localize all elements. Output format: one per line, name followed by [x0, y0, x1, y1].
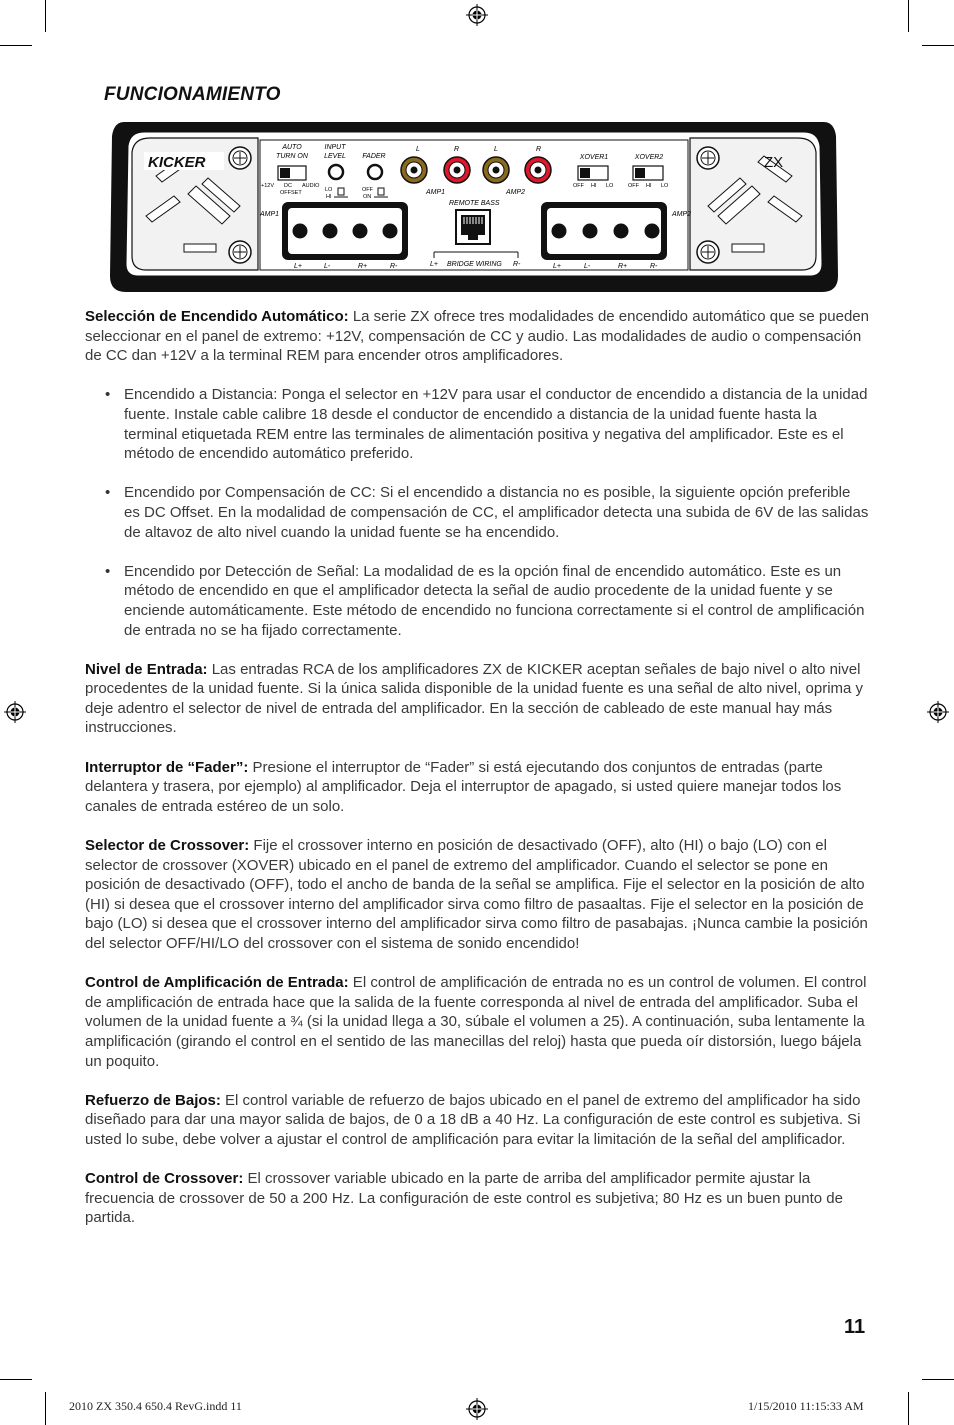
label-level: LEVEL	[324, 153, 346, 160]
label-remote-bass: REMOTE BASS	[449, 200, 500, 207]
label-audio: AUDIO	[302, 183, 320, 189]
label-auto: AUTO	[282, 144, 302, 151]
label-amp1: AMP1	[260, 211, 280, 218]
label-amp2: AMP2	[672, 211, 692, 218]
section-bass-boost	[85, 1091, 870, 1150]
section-auto-turn-on	[85, 307, 870, 366]
xover1-switch	[580, 168, 590, 178]
crop-mark	[908, 1392, 909, 1425]
slug-file-name: 2010 ZX 350.4 650.4 RevG.indd 11	[69, 1399, 242, 1413]
label-amp2-lminus: L-	[584, 263, 591, 270]
section-title: Refuerzo de Bajos:	[85, 1091, 221, 1109]
label-lo: LO	[325, 187, 333, 193]
crop-mark	[922, 45, 954, 46]
page-number: 11	[844, 1316, 866, 1338]
label-offset: OFFSET	[280, 190, 302, 196]
xover2-switch	[635, 168, 645, 178]
section-body: Presione el interruptor de “Fader” si está ejecutando dos conjuntos de entradas (parte delantera y trasera, por ejemplo) al amplificador. Deja el interruptor de apagado, si usted quiere manejar todos los canales de entrada estéreo de un solo.	[85, 758, 842, 815]
input-level-knob	[329, 165, 343, 179]
label-amp2-rminus: R-	[650, 263, 658, 270]
section-body: El control variable de refuerzo de bajos ubicado en el panel de extremo del amplificador ha sido diseñado para dar una mayor salida de bajos, de 0 a 18 dB a 40 Hz. La configuración de este control es subjetiva. Si usted lo sube, debe volver a ajustar el control de amplificación para evitar la limitación de la señal del amplificador.	[85, 1091, 861, 1148]
section-title: Selector de Crossover:	[85, 837, 250, 855]
label-xover2-lo: LO	[661, 183, 669, 189]
label-rca-r1: R	[454, 146, 460, 153]
registration-mark-icon	[4, 701, 26, 723]
section-title: Nivel de Entrada:	[85, 660, 208, 678]
section-body: El control de amplificación de entrada no es un control de volumen. El control de amplificación de entrada hace que la salida de la fuente corresponda al nivel de entrada del amplificador. Suba el volumen de la unidad fuente a ¾ (si la unidad llega a 30, súbale el volumen a 25). A continuación, suba lentamente la amplificación (girando el control en el sentido de las manecillas del reloj) hasta que pueda oír distorsión, luego bájela un poquito.	[85, 974, 867, 1070]
label-rca-r2: R	[536, 146, 542, 153]
label-amp1-lminus: L-	[324, 263, 331, 270]
label-fader-off: OFF	[362, 187, 373, 193]
section-crossover-control	[85, 1169, 870, 1228]
label-rca-l2: L	[494, 146, 498, 153]
label-bridge-rminus: R-	[513, 261, 521, 268]
section-body: Las entradas RCA de los amplificadores ZX de KICKER aceptan señales de bajo nivel o alto nivel procedentes de la unidad fuente. Si la única salida disponible de la unidad fuente es una señal de alto nivel, oprima y deje adentro el selector de nivel de entrada del amplificador. En la sección de cableado de este manual hay más instrucciones.	[85, 660, 864, 737]
label-amp2-lplus: L+	[553, 263, 561, 270]
label-amp1-rplus: R+	[358, 263, 368, 270]
list-item: • Encendido por Compensación de CC: Si el encendido a distancia no es posible, la siguiente opción preferible es DC Offset. En la modalidad de compensación de CC, el amplificador detecta una subida de 6V de las salidas de altavoz de alto nivel cuando la unidad fuente se ha encendido.	[105, 484, 869, 541]
label-turn-on: TURN ON	[276, 153, 308, 160]
label-12v: +12V	[261, 183, 274, 189]
crop-mark	[908, 0, 909, 32]
label-rca-amp1: AMP1	[426, 189, 446, 196]
list-item-text: Encendido por Detección de Señal: La modalidad de es la opción final de encendido automático. Este es un método de encendido en que el amplificador detecta la señal de audio procedente de la unidad fuente y se enciende automáticamente. Este método de encendido no funciona correctamente si el control de amplificación de entrada no se ha fijado correctamente.	[124, 562, 865, 639]
list-item-text: Encendido a Distancia: Ponga el selector en +12V para usar el conductor de encendido a distancia de la unidad fuente. Instale cable calibre 18 desde el conductor de encendido a distancia de la unidad fuente hasta la terminal etiquetada REM entre las terminales de alimentación positiva y negativa del amplificador. Este es el método de encendido automático preferido.	[124, 386, 868, 463]
amplifier-end-panel-diagram	[110, 116, 838, 294]
label-fader: FADER	[362, 153, 386, 160]
section-crossover-selector	[85, 836, 870, 954]
label-bridge-lplus: L+	[430, 261, 438, 268]
section-input-level	[85, 660, 870, 738]
section-title: Control de Amplificación de Entrada:	[85, 974, 349, 992]
crop-mark	[45, 1392, 46, 1425]
registration-mark-icon	[466, 4, 488, 26]
label-rca-amp2: AMP2	[506, 189, 526, 196]
fader-knob	[368, 165, 382, 179]
section-body: La serie ZX ofrece tres modalidades de encendido automático que se pueden seleccionar en el panel de extremo: +12V, compensación de CC y audio. Las modalidades de audio o compensación de CC dan +12V a la terminal REM para encender otros amplificadores.	[85, 308, 869, 365]
label-rca-l1: L	[416, 146, 420, 153]
crop-mark	[922, 1379, 954, 1380]
label-amp1-lplus: L+	[294, 263, 302, 270]
section-fader-switch	[85, 758, 870, 817]
crop-mark	[45, 0, 46, 32]
label-input: INPUT	[324, 144, 346, 151]
bullet-list	[85, 385, 870, 640]
section-input-gain	[85, 973, 870, 1071]
label-xover2-off: OFF	[628, 183, 639, 189]
brand-logo: KICKER	[148, 154, 206, 171]
slug-timestamp: 1/15/2010 11:15:33 AM	[748, 1399, 864, 1413]
list-item: • Encendido a Distancia: Ponga el selector en +12V para usar el conductor de encendido a distancia de la unidad fuente. Instale cable calibre 18 desde el conductor de encendido a distancia de la unidad fuente hasta la terminal etiquetada REM entre las terminales de alimentación positiva y negativa del amplificador. Este es el método de encendido automático preferido.	[105, 386, 868, 463]
auto-turn-on-switch	[280, 168, 290, 178]
label-amp2-rplus: R+	[618, 263, 628, 270]
page-title: FUNCIONAMIENTO	[104, 84, 281, 105]
label-xover2-hi: HI	[646, 183, 652, 189]
list-item: • Encendido por Detección de Señal: La modalidad de es la opción final de encendido automático. Este es un método de encendido en que el amplificador detecta la señal de audio procedente de la unidad fuente y se enciende automáticamente. Este método de encendido no funciona correctamente si el control de amplificación de entrada no se ha fijado correctamente.	[105, 562, 865, 639]
label-amp1-rminus: R-	[390, 263, 398, 270]
crop-mark	[0, 1379, 32, 1380]
section-body: El crossover variable ubicado en la parte de arriba del amplificador permite ajustar la frecuencia de crossover de 50 a 200 Hz. La configuración de este control es subjetiva; 80 Hz es un buen punto de partida.	[85, 1170, 843, 1227]
list-item-text: Encendido por Compensación de CC: Si el encendido a distancia no es posible, la siguiente opción preferible es DC Offset. En la modalidad de compensación de CC, el amplificador detecta una subida de 6V de las salidas de altavoz de alto nivel cuando la unidad fuente se ha encendido.	[124, 484, 869, 541]
label-xover2: XOVER2	[634, 154, 664, 161]
section-title: Interruptor de “Fader”:	[85, 758, 249, 776]
registration-mark-icon	[927, 701, 949, 723]
crop-mark	[0, 45, 32, 46]
label-hi: HI	[326, 194, 332, 200]
body-text	[85, 307, 870, 1248]
model-logo: ZX	[764, 154, 784, 171]
label-dc: DC	[284, 183, 292, 189]
label-xover1-off: OFF	[573, 183, 584, 189]
label-xover1-hi: HI	[591, 183, 597, 189]
label-xover1: XOVER1	[579, 154, 609, 161]
label-fader-on: ON	[363, 194, 372, 200]
section-title: Selección de Encendido Automático:	[85, 308, 349, 325]
label-xover1-lo: LO	[606, 183, 614, 189]
registration-mark-icon	[466, 1398, 488, 1420]
section-body: Fije el crossover interno en posición de desactivado (OFF), alto (HI) o bajo (LO) con el selector de crossover (XOVER) ubicado en el panel de extremo del amplificador. Cuando el selector se pone en posición de desactivado (OFF), todo el ancho de banda de la señal se amplifica. Fije el selector en la posición de alto (HI) si desea que el crossover interno del amplificador sirva como filtro de pasaaltas. Fije el selector en la posición de bajo (LO) si desea que el crossover interno del amplificador sirva como filtro de pasabajas. ¡Nunca cambie la posición del selector OFF/HI/LO del crossover con el sistema de sonido encendido!	[85, 837, 868, 952]
section-title: Control de Crossover:	[85, 1170, 244, 1188]
label-bridge-wiring: BRIDGE WIRING	[447, 261, 502, 268]
